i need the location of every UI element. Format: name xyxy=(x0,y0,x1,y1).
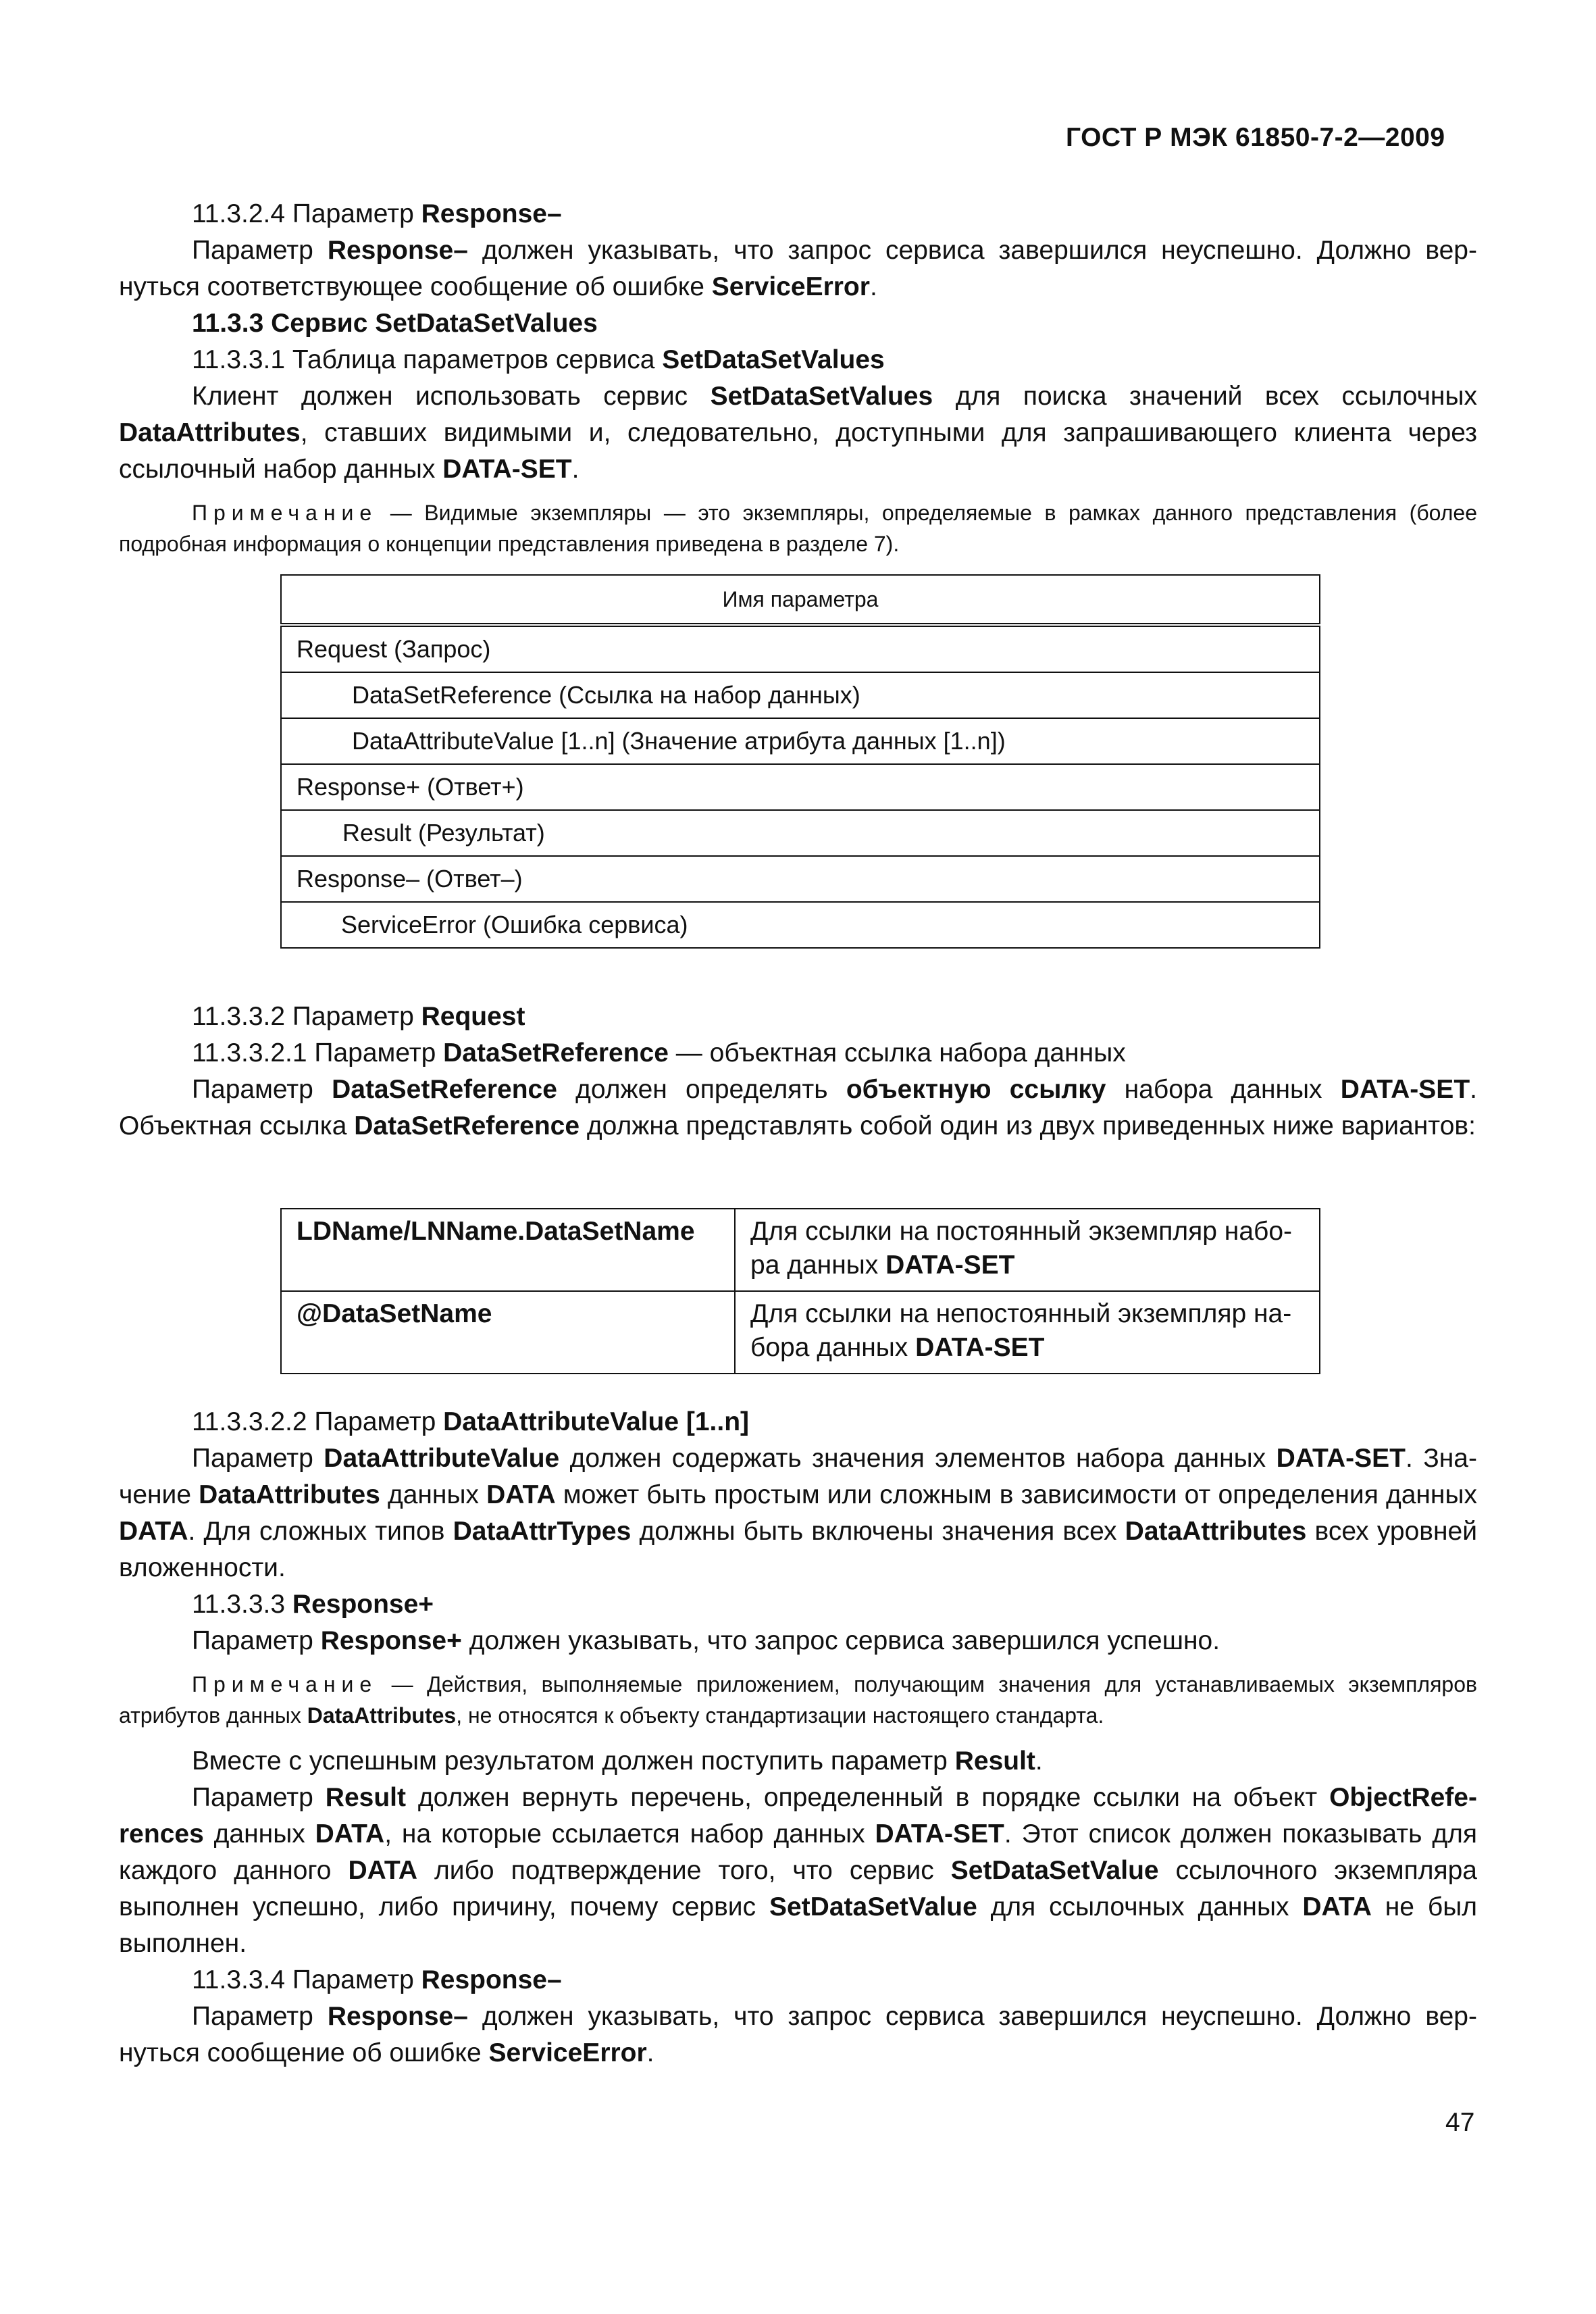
text-run: должен определять xyxy=(557,1075,846,1104)
section-request xyxy=(119,999,1477,1145)
text-run: для ссылочных данных xyxy=(977,1892,1303,1921)
text-run: . xyxy=(646,2038,654,2067)
bold-term: DATA xyxy=(119,1517,188,1546)
text-run: . xyxy=(869,272,877,301)
paragraph xyxy=(119,1743,1477,1780)
parameter-table xyxy=(280,574,1320,949)
text-run: Параметр xyxy=(192,1075,332,1104)
clause-heading xyxy=(119,1962,1477,1998)
bold-term: DATA-SET xyxy=(1276,1444,1406,1473)
text-run: 11.3.3.1 Таблица параметров сервиса xyxy=(192,345,663,374)
paragraph xyxy=(119,1072,1477,1145)
bold-term: DataSetReference xyxy=(332,1075,557,1104)
bold-term: ServiceError xyxy=(488,2038,647,2067)
bold-term: DataAttrTypes xyxy=(453,1517,632,1546)
text-run: , не относятся к объекту стандартизации настоящего стандарта. xyxy=(456,1703,1104,1728)
table-row xyxy=(281,1291,1320,1374)
text-run: 11.3.3.4 Параметр xyxy=(192,1965,421,1994)
bold-term: Response+ xyxy=(292,1590,434,1619)
bold-term: DataAttributes xyxy=(307,1703,457,1728)
text-run: должен указывать, что запрос сервиса завершился успешно. xyxy=(461,1626,1220,1655)
text-run: Параметр xyxy=(192,236,328,265)
bold-term: DATA-SET xyxy=(915,1333,1045,1362)
bold-term: DATA xyxy=(348,1856,418,1885)
bold-term: DataAttributes xyxy=(199,1480,380,1509)
note-label: Примечание xyxy=(192,1672,378,1696)
table-row: Request (Запрос) xyxy=(281,625,1320,672)
text-run: должен содержать значения элементов набора данных xyxy=(559,1444,1277,1473)
text-run: данных xyxy=(380,1480,487,1509)
text-run: данных xyxy=(203,1819,315,1848)
text-run: . xyxy=(1035,1746,1043,1776)
text-run: Параметр xyxy=(192,1626,321,1655)
paragraph xyxy=(119,1440,1477,1586)
text-run: либо подтверждение того, что сервис xyxy=(417,1856,951,1885)
bold-term: 11.3.3 Сервис SetDataSetValues xyxy=(192,309,598,338)
bold-term: объектную ссылку xyxy=(846,1075,1106,1104)
document-header: ГОСТ Р МЭК 61850-7-2—2009 xyxy=(1066,123,1445,152)
text-run: Клиент должен использовать сервис xyxy=(192,382,711,411)
note xyxy=(119,497,1477,559)
table-row: DataSetReference (Ссылка на набор данных) xyxy=(281,672,1320,718)
paragraph xyxy=(119,378,1477,488)
bold-term: DATA-SET xyxy=(885,1251,1015,1280)
text-run: 11.3.3.2.1 Параметр xyxy=(192,1038,444,1067)
text-run: должен указывать, что запрос сервиса завершился неуспешно. Должно вернуться соответствующее сообщение об ошибке xyxy=(119,236,1477,301)
note-text: — Видимые экземпляры — это экземпляры, определяемые в рамках данного представления (более подробная информация о концепции представления приведена в разделе 7). xyxy=(119,501,1477,556)
bold-term: Result xyxy=(325,1783,406,1812)
text-run: 11.3.3.2.2 Параметр xyxy=(192,1407,444,1436)
bold-term: SetDataSetValue xyxy=(950,1856,1159,1885)
table-row: ServiceError (Ошибка сервиса) xyxy=(281,902,1320,948)
bold-term: Response– xyxy=(421,199,562,228)
text-run: Для ссылки на постоянный экземпляр набора данных xyxy=(750,1217,1293,1280)
paragraph xyxy=(119,1998,1477,2071)
text-run: может быть простым или сложным в зависимости от определения данных xyxy=(555,1480,1477,1509)
text-run: — Действия, выполняемые приложением, получающим значения для устанавливаемых экземпляров атрибутов данных xyxy=(119,1672,1477,1728)
text-run: должны быть включены значения всех xyxy=(631,1517,1125,1546)
bold-term: Response– xyxy=(327,2002,468,2031)
text-run: Параметр xyxy=(192,2002,328,2031)
text-run: не был выполнен. xyxy=(119,1892,1477,1958)
bold-term: ObjectReferences xyxy=(119,1783,1477,1848)
bold-term: DATA xyxy=(315,1819,385,1848)
text-run: , ставших видимыми и, следовательно, доступными для запрашивающего клиента через ссылочный набор данных xyxy=(119,418,1477,484)
bold-term: DataAttributeValue [1..n] xyxy=(443,1407,750,1436)
bold-term: DATA xyxy=(1302,1892,1372,1921)
bold-term: DATA xyxy=(486,1480,556,1509)
paragraph xyxy=(119,232,1477,305)
bold-term: DATA-SET xyxy=(875,1819,1004,1848)
bold-term: SetDataSetValues xyxy=(662,345,885,374)
table-row: DataAttributeValue [1..n] (Значение атрибута данных [1..n]) xyxy=(281,718,1320,764)
text-run: 11.3.3.2 Параметр xyxy=(192,1002,421,1031)
clause-heading xyxy=(119,1035,1477,1072)
clause-heading xyxy=(119,1404,1477,1440)
table-header: Имя параметра xyxy=(281,575,1320,625)
text-run: — объектная ссылка набора данных xyxy=(668,1038,1126,1067)
text-run: набора данных xyxy=(1106,1075,1341,1104)
text-run: . Объектная ссылка xyxy=(119,1075,1477,1140)
bold-term: DATA-SET xyxy=(442,455,572,484)
text-run: должен указывать, что запрос сервиса завершился неуспешно. Должно вернуться сообщение об ошибке xyxy=(119,2002,1477,2067)
table-row: Response– (Ответ–) xyxy=(281,856,1320,902)
bold-term: Response– xyxy=(327,236,468,265)
bold-term: Request xyxy=(421,1002,525,1031)
text-run: для поиска значений всех ссылочных xyxy=(933,382,1477,411)
text-run: всех уровней вложенности. xyxy=(119,1517,1477,1582)
bold-term: Result xyxy=(954,1746,1035,1776)
text-run: 11.3.2.4 Параметр xyxy=(192,199,421,228)
bold-term: Response+ xyxy=(320,1626,462,1655)
clause-heading xyxy=(119,196,1477,232)
table-row: Response+ (Ответ+) xyxy=(281,764,1320,810)
bold-term: DataSetReference xyxy=(354,1111,580,1140)
text-run: Параметр xyxy=(192,1444,324,1473)
table-row xyxy=(281,1209,1320,1291)
table-row: Result (Результат) xyxy=(281,810,1320,856)
clause-heading xyxy=(119,999,1477,1035)
text-run: . Для сложных типов xyxy=(188,1517,453,1546)
note-label: Примечание xyxy=(192,501,378,525)
text-run: . Значение xyxy=(119,1444,1477,1509)
clause-heading xyxy=(119,1586,1477,1623)
text-run: , на которые ссылается набор данных xyxy=(384,1819,875,1848)
variant-name: LDName/LNName.DataSetName xyxy=(281,1209,735,1291)
text-run: должна представлять собой один из двух приведенных ниже вариантов: xyxy=(580,1111,1476,1140)
bold-term: DATA-SET xyxy=(1340,1075,1470,1104)
section-data-attribute-value xyxy=(119,1404,1477,2071)
note xyxy=(119,1669,1477,1731)
bold-term: DataSetReference xyxy=(443,1038,669,1067)
section-heading xyxy=(119,305,1477,342)
text-run: ссылочного экземпляра выполнен успешно, либо причину, почему сервис xyxy=(119,1856,1477,1921)
text-run: Параметр xyxy=(192,1783,326,1812)
bold-term: DataAttributeValue xyxy=(324,1444,560,1473)
text-run: . Этот список должен показывать для каждого данного xyxy=(119,1819,1477,1885)
bold-term: ServiceError xyxy=(711,272,870,301)
reference-variants-table xyxy=(280,1208,1320,1374)
text-run: должен вернуть перечень, определенный в порядке ссылки на объект xyxy=(406,1783,1330,1812)
text-run: Вместе с успешным результатом должен поступить параметр xyxy=(192,1746,955,1776)
variant-description xyxy=(735,1209,1320,1291)
text-run: . xyxy=(571,455,580,484)
paragraph xyxy=(119,1780,1477,1962)
clause-heading xyxy=(119,342,1477,378)
bold-term: DataAttributes xyxy=(119,418,301,447)
bold-term: SetDataSetValue xyxy=(769,1892,977,1921)
bold-term: Response– xyxy=(421,1965,562,1994)
variant-name: @DataSetName xyxy=(281,1291,735,1374)
page-number: 47 xyxy=(1445,2108,1475,2137)
section-response-minus xyxy=(119,196,1477,572)
bold-term: DataAttributes xyxy=(1125,1517,1307,1546)
variant-description xyxy=(735,1291,1320,1374)
text-run: 11.3.3.3 xyxy=(192,1590,292,1619)
bold-term: SetDataSetValues xyxy=(710,382,933,411)
paragraph xyxy=(119,1623,1477,1659)
text-run: Для ссылки на непостоянный экземпляр набора данных xyxy=(750,1299,1292,1362)
